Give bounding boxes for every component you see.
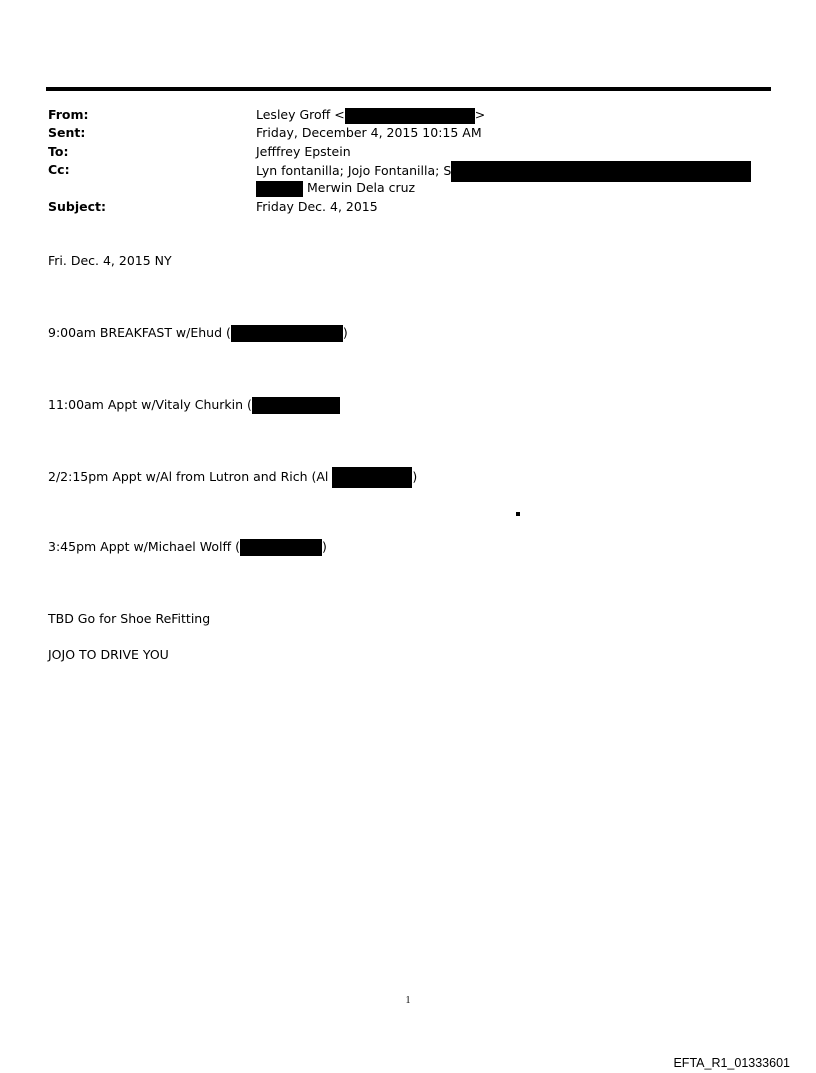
bates-number: EFTA_R1_01333601 [673,1056,790,1070]
appointment-text: 3:45pm Appt w/Michael Wolff ( [48,539,240,554]
sent-value: Friday, December 4, 2015 10:15 AM [256,125,482,140]
date-line: Fri. Dec. 4, 2015 NY [48,253,172,268]
redaction-block [252,397,340,414]
redaction-block [231,325,343,342]
redaction-block [240,539,322,556]
driver-line: JOJO TO DRIVE YOU [48,647,169,662]
redaction-block [345,108,475,124]
to-label: To: [48,144,69,159]
cc-recipients: Lyn fontanilla; Jojo Fontanilla; S [256,163,452,178]
appointment-line [48,324,348,342]
to-value: Jefffrey Epstein [256,144,351,159]
appointment-line [48,396,340,414]
sent-label: Sent: [48,125,86,140]
appointment-line [48,538,327,556]
from-close: > [474,107,486,122]
subject-value: Friday Dec. 4, 2015 [256,199,378,214]
appointment-text: 9:00am BREAKFAST w/Ehud ( [48,325,231,340]
tbd-line: TBD Go for Shoe ReFitting [48,611,211,626]
cc-label: Cc: [48,162,70,177]
page-number: 1 [405,995,411,1006]
redaction-block [451,161,751,182]
cc-recipient-merwin: Merwin Dela cruz [306,180,416,195]
appointment-text: 11:00am Appt w/Vitaly Churkin ( [48,397,252,412]
appointment-text: 2/2:15pm Appt w/Al from Lutron and Rich (Al [48,469,333,484]
from-value [256,106,485,124]
header-rule [46,87,771,91]
appointment-close: ) [321,539,327,554]
appointment-close: ) [412,469,418,484]
subject-label: Subject: [48,199,106,214]
redaction-block [332,467,412,488]
appointment-line [48,467,417,488]
redaction-block [256,181,303,197]
cc-value-line2 [256,179,415,197]
from-name: Lesley Groff < [256,107,345,122]
stray-mark [516,512,520,516]
from-label: From: [48,107,89,122]
appointment-close: ) [342,325,348,340]
